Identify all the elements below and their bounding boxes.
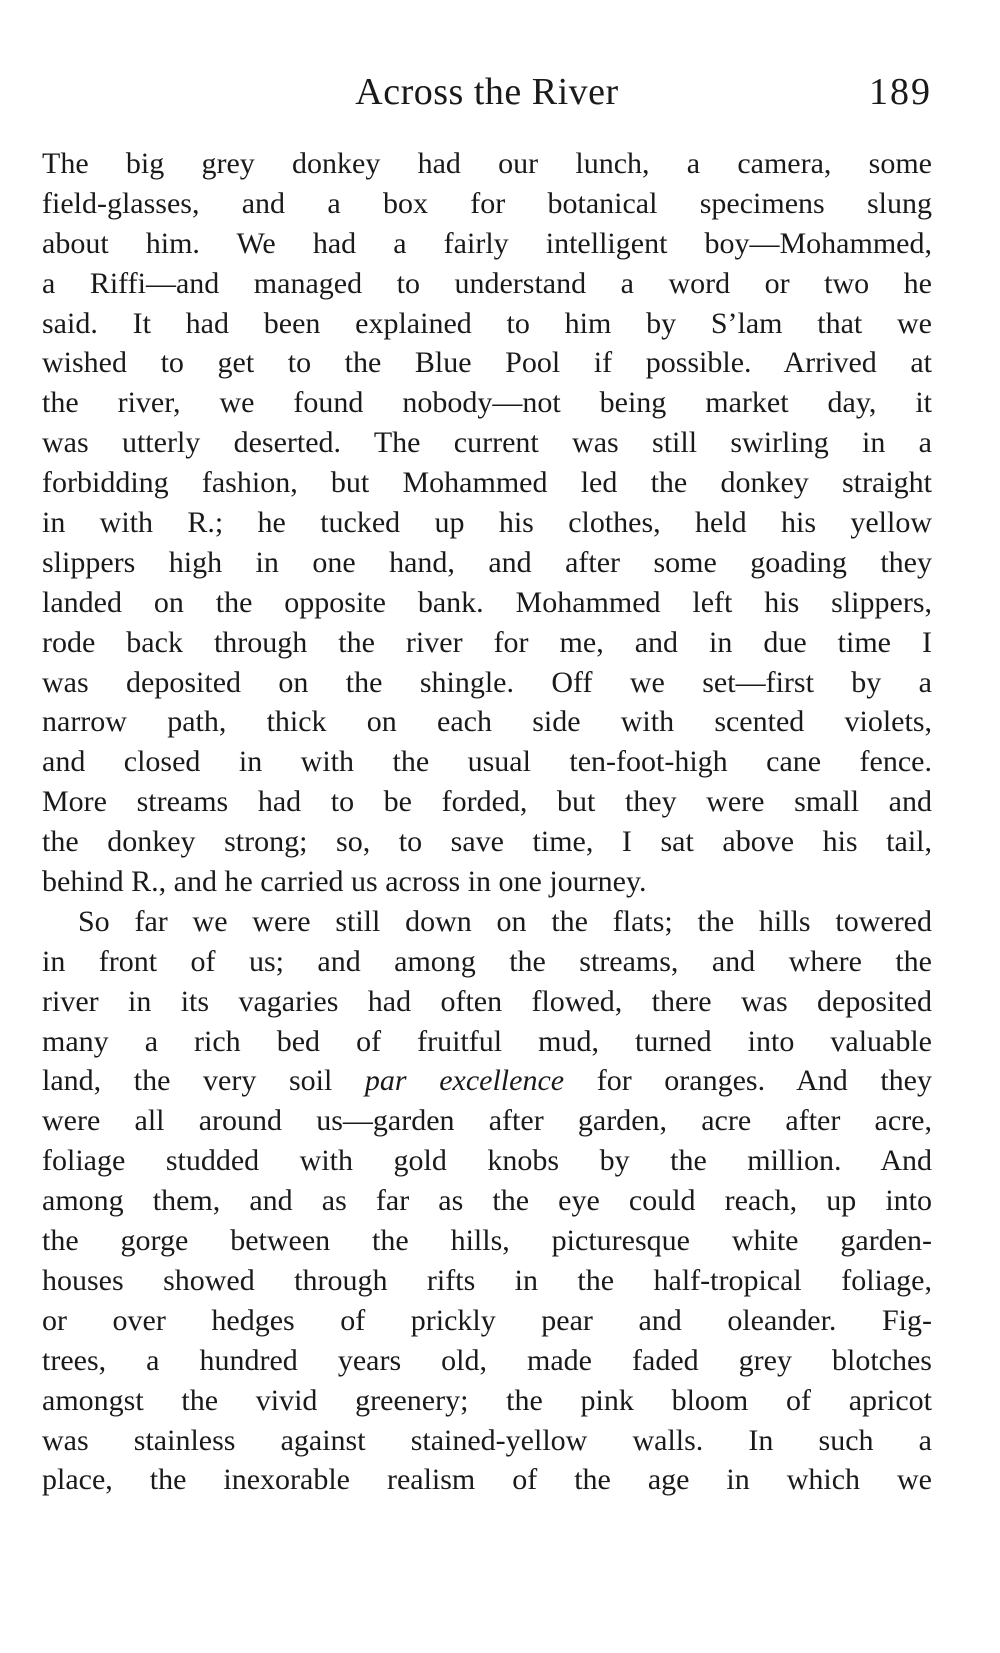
text-line: rode back through the river for me, and in due time I (42, 625, 932, 659)
running-head (42, 70, 932, 120)
text-line: were all around us—garden after garden, acre after acre, (42, 1104, 932, 1138)
text-line: forbidding fashion, but Mohammed led the donkey straight (42, 466, 932, 500)
text-line: about him. We had a fairly intelligent boy—Mohammed, (42, 226, 932, 260)
text-line: and closed in with the usual ten-foot-high cane fence. (42, 745, 932, 779)
text-line: landed on the opposite bank. Mohammed left his slippers, (42, 585, 932, 619)
text-line: was utterly deserted. The current was still swirling in a (42, 426, 932, 460)
text-line: slippers high in one hand, and after some goading they (42, 545, 932, 579)
text-line: was deposited on the shingle. Off we set—first by a (42, 665, 932, 699)
text-line: houses showed through rifts in the half-tropical foliage, (42, 1263, 932, 1297)
paragraph-2 (42, 902, 932, 1500)
text-line: narrow path, thick on each side with scented violets, (42, 705, 932, 739)
text-line: among them, and as far as the eye could reach, up into (42, 1184, 932, 1218)
text-line: behind R., and he carried us across in one journey. (42, 865, 647, 899)
text-line: river in its vagaries had often flowed, there was deposited (42, 984, 932, 1018)
italic-phrase: par excellence (364, 1064, 565, 1098)
text-line: many a rich bed of fruitful mud, turned into valuable (42, 1024, 932, 1058)
paragraph-1 (42, 144, 932, 902)
text-line: trees, a hundred years old, made faded grey blotches (42, 1343, 932, 1377)
text-line: in with R.; he tucked up his clothes, held his yellow (42, 506, 932, 540)
text-line: the gorge between the hills, picturesque white garden- (42, 1224, 932, 1258)
text-line: in front of us; and among the streams, and where the (42, 944, 932, 978)
page-number: 189 (869, 71, 932, 113)
text-line: the donkey strong; so, to save time, I sat above his tail, (42, 825, 932, 859)
text-line: was stainless against stained-yellow walls. In such a (42, 1423, 932, 1457)
text-line: the river, we found nobody—not being market day, it (42, 386, 932, 420)
text-line: The big grey donkey had our lunch, a camera, some (42, 147, 932, 180)
text-line: said. It had been explained to him by S’lam that we (42, 306, 932, 340)
text-line: place, the inexorable realism of the age in which we (42, 1463, 932, 1497)
text-line: So far we were still down on the flats; the hills towered (78, 904, 932, 938)
text-line: amongst the vivid greenery; the pink bloom of apricot (42, 1383, 932, 1417)
text-line-with-italic (42, 1061, 932, 1101)
text-line: a Riffi—and managed to understand a word or two he (42, 266, 932, 300)
text-segment: for oranges. And they (564, 1064, 932, 1098)
text-line: or over hedges of prickly pear and oleander. Fig- (42, 1303, 932, 1337)
text-line: field-glasses, and a box for botanical specimens slung (42, 186, 932, 220)
text-line: foliage studded with gold knobs by the million. And (42, 1144, 932, 1178)
text-segment: land, the very soil (42, 1064, 365, 1098)
running-title: Across the River (355, 71, 619, 113)
text-line: More streams had to be forded, but they were small and (42, 785, 932, 819)
text-line: wished to get to the Blue Pool if possible. Arrived at (42, 346, 932, 380)
body-text (42, 144, 932, 1500)
